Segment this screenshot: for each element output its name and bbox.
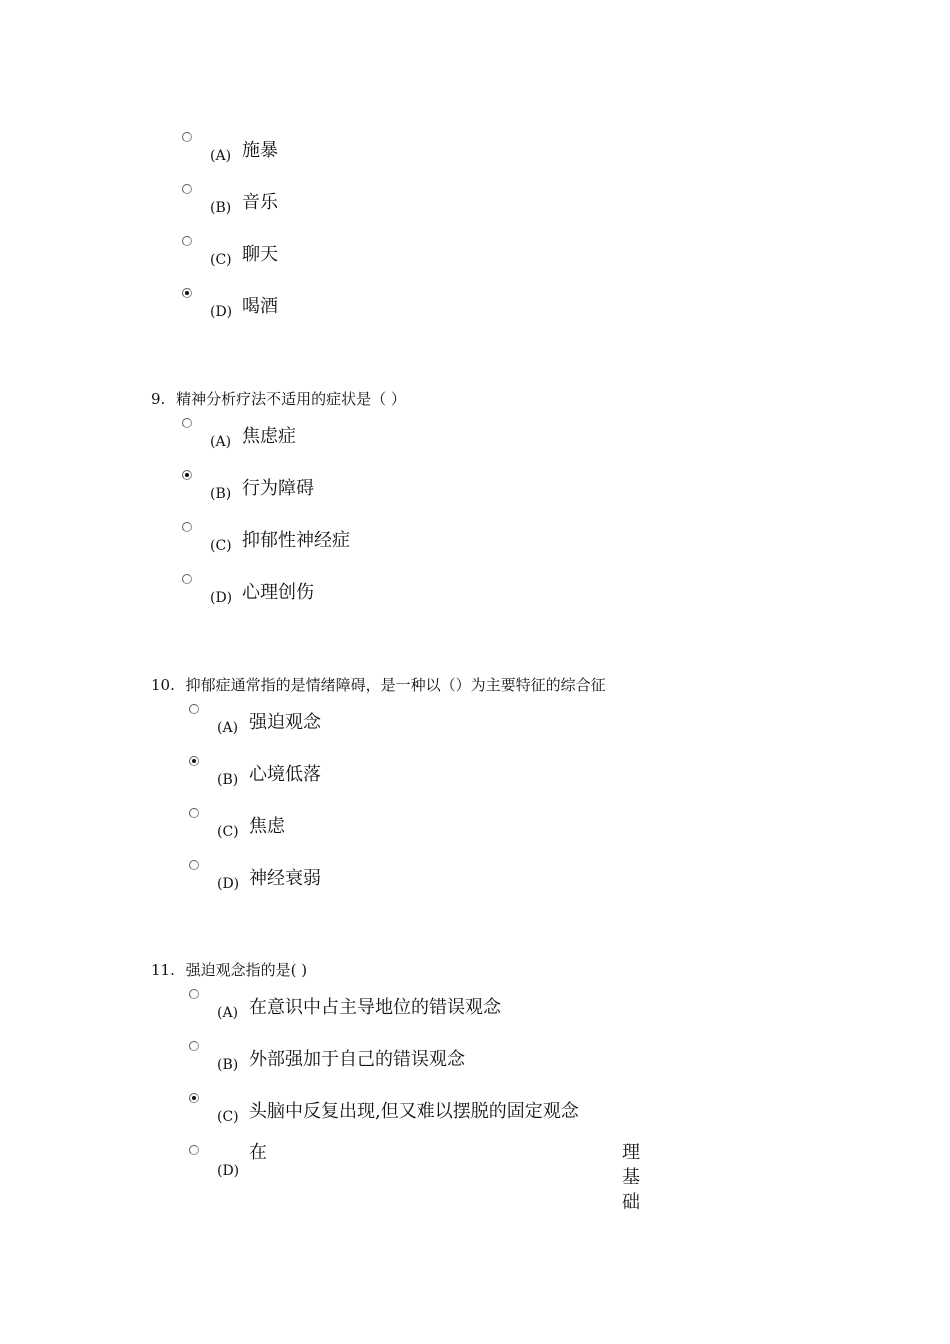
option-b[interactable] bbox=[182, 184, 782, 224]
option-letter: (B) bbox=[210, 486, 232, 502]
option-text: 施暴 bbox=[242, 140, 278, 161]
option-letter: (D) bbox=[210, 590, 233, 606]
option-letter: (A) bbox=[217, 720, 239, 736]
radio-button-selected[interactable] bbox=[182, 470, 192, 480]
option-text: 抑郁性神经症 bbox=[242, 530, 350, 551]
option-d[interactable] bbox=[189, 860, 789, 900]
option-letter: (A) bbox=[210, 148, 232, 164]
option-text: 强迫观念 bbox=[249, 712, 321, 733]
option-b[interactable] bbox=[189, 756, 789, 796]
option-text: 心境低落 bbox=[249, 764, 321, 785]
option-text: 行为障碍 bbox=[242, 478, 314, 499]
radio-button[interactable] bbox=[189, 1041, 199, 1051]
radio-button[interactable] bbox=[182, 418, 192, 428]
question-title bbox=[151, 961, 307, 979]
radio-button[interactable] bbox=[189, 860, 199, 870]
option-text: 头脑中反复出现,但又难以摆脱的固定观念 bbox=[249, 1101, 579, 1122]
option-text: 在 bbox=[249, 1142, 267, 1163]
option-letter: (B) bbox=[210, 200, 232, 216]
radio-button[interactable] bbox=[182, 522, 192, 532]
radio-button-selected[interactable] bbox=[182, 288, 192, 298]
option-letter: (C) bbox=[210, 538, 232, 554]
option-letter: (A) bbox=[217, 1005, 239, 1021]
option-b[interactable] bbox=[189, 1041, 789, 1081]
option-text: 喝酒 bbox=[242, 296, 278, 317]
overflow-char: 基 bbox=[622, 1167, 640, 1188]
option-c[interactable] bbox=[182, 236, 782, 276]
question-text: 精神分析疗法不适用的症状是（ ） bbox=[176, 390, 406, 408]
option-letter: (C) bbox=[210, 252, 232, 268]
question-title bbox=[151, 676, 606, 694]
option-text: 神经衰弱 bbox=[249, 868, 321, 889]
option-d[interactable] bbox=[182, 574, 782, 614]
radio-button[interactable] bbox=[182, 574, 192, 584]
question-text: 强迫观念指的是( ) bbox=[185, 961, 308, 979]
question-number: 11. bbox=[151, 961, 175, 979]
option-letter: (D) bbox=[217, 876, 240, 892]
option-letter: (A) bbox=[210, 434, 232, 450]
option-c[interactable] bbox=[182, 522, 782, 562]
radio-button[interactable] bbox=[189, 989, 199, 999]
question-text: 抑郁症通常指的是情绪障碍，是一种以（）为主要特征的综合征 bbox=[185, 676, 606, 694]
option-text: 焦虑症 bbox=[242, 426, 296, 447]
option-text: 音乐 bbox=[242, 192, 278, 213]
option-letter: (B) bbox=[217, 772, 239, 788]
overflow-char: 理 bbox=[622, 1142, 640, 1163]
option-a[interactable] bbox=[182, 132, 782, 172]
option-text: 聊天 bbox=[242, 244, 278, 265]
overflow-char: 础 bbox=[622, 1192, 640, 1213]
option-letter: (B) bbox=[217, 1057, 239, 1073]
option-c[interactable] bbox=[189, 1093, 789, 1133]
option-a[interactable] bbox=[189, 704, 789, 744]
question-number: 9. bbox=[151, 390, 166, 408]
option-letter: (D) bbox=[210, 304, 233, 320]
option-c[interactable] bbox=[189, 808, 789, 848]
option-d[interactable] bbox=[189, 1142, 789, 1185]
radio-button[interactable] bbox=[182, 132, 192, 142]
radio-button[interactable] bbox=[189, 808, 199, 818]
radio-button[interactable] bbox=[182, 184, 192, 194]
question-title bbox=[151, 390, 406, 408]
radio-button-selected[interactable] bbox=[189, 756, 199, 766]
radio-button-selected[interactable] bbox=[189, 1093, 199, 1103]
radio-button[interactable] bbox=[182, 236, 192, 246]
radio-button[interactable] bbox=[189, 704, 199, 714]
option-b[interactable] bbox=[182, 470, 782, 510]
radio-button[interactable] bbox=[189, 1145, 199, 1155]
option-a[interactable] bbox=[182, 418, 782, 458]
option-letter: (D) bbox=[217, 1163, 240, 1179]
question-number: 10. bbox=[151, 676, 175, 694]
option-text: 心理创伤 bbox=[242, 582, 314, 603]
option-d[interactable] bbox=[182, 288, 782, 328]
option-text: 外部强加于自己的错误观念 bbox=[249, 1049, 465, 1070]
option-a[interactable] bbox=[189, 989, 789, 1029]
overflow-vertical-text bbox=[622, 1140, 642, 1215]
option-letter: (C) bbox=[217, 1109, 239, 1125]
option-text: 在意识中占主导地位的错误观念 bbox=[249, 997, 501, 1018]
option-letter: (C) bbox=[217, 824, 239, 840]
option-text: 焦虑 bbox=[249, 816, 285, 837]
